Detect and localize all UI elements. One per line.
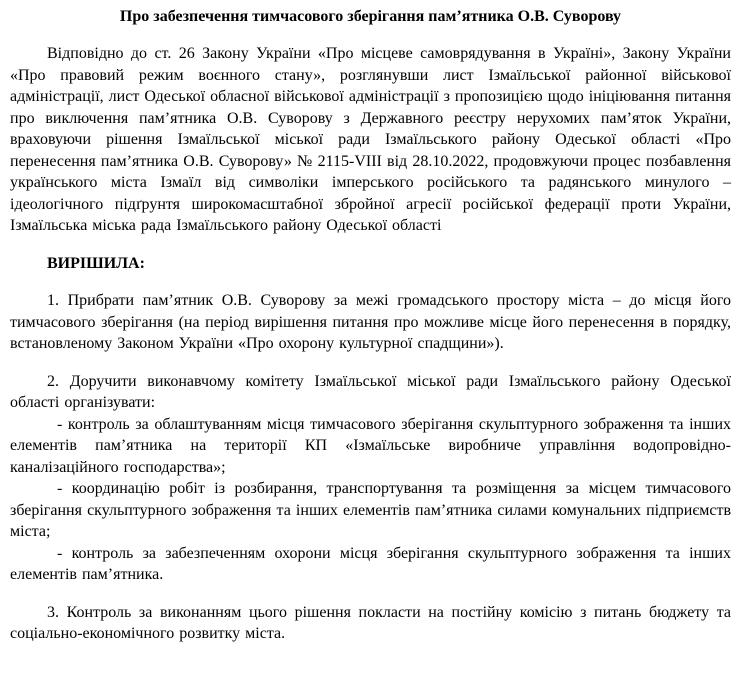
document-title: Про забезпечення тимчасового зберігання пам’ятника О.В. Суворову [119,8,622,25]
list-item-dash-3: - контроль за забезпеченням охорони місця зберігання скульптурного зображення та інших елементів пам’ятника. [10,544,731,583]
paragraph-item-1: 1. Прибрати пам’ятник О.В. Суворову за межі громадського простору міста – до місця його тимчасового зберігання (на період вирішення питання про можливе місце його перенесення в порядку, встановленому Законом України «Про охорону культурної спадщини»). [10,292,731,352]
paragraph-preamble: Відповідно до ст. 26 Закону України «Про місцеве самоврядування в Україні», Закону України «Про правовий режим воєнного стану», розглянувши лист Ізмаїльської районної військової адміністрації, лист Одеської обласної військової адміністрації з пропозицією щодо ініціювання питання про виключення пам’ятника О.В. Суворову з Державного реєстру нерухомих пам’яток України, враховуючи рішення Ізмаїльської міської ради Ізмаїльського району Одеської області «Про перенесення пам’ятника О.В. Суворову» № 2115-VIII від 28.10.2022, продовжуючи процес позбавлення українського міста Ізмаїл від символіки імперського російського та радянського минулого – ідеологічного підґрунтя широкомасштабної збройної агресії російської федерації проти України, Ізмаїльська міська рада Ізмаїльського району Одеської області [10,45,731,234]
paragraph-item-3: 3. Контроль за виконанням цього рішення покласти на постійну комісію з питань бюджету та соціально-економічного розвитку міста. [10,603,731,642]
list-item-dash-1: - контроль за облаштуванням місця тимчасового зберігання скульптурного зображення та інших елементів пам’ятника на території КП «Ізмаїльське виробниче управління водопровідно-каналізаційного господарства»; [10,415,731,476]
list-item-dash-2: - координацію робіт із розбирання, транспортування та розміщення за місцем тимчасового зберігання скульптурного зображення та інших елементів пам’ятника силами комунальних підприємств міста; [10,480,731,540]
paragraph-item-2-intro: 2. Доручити виконавчому комітету Ізмаїльської міської ради Ізмаїльського району Одеської області організувати: [10,372,731,411]
resolved-heading: ВИРІШИЛА: [47,254,145,272]
